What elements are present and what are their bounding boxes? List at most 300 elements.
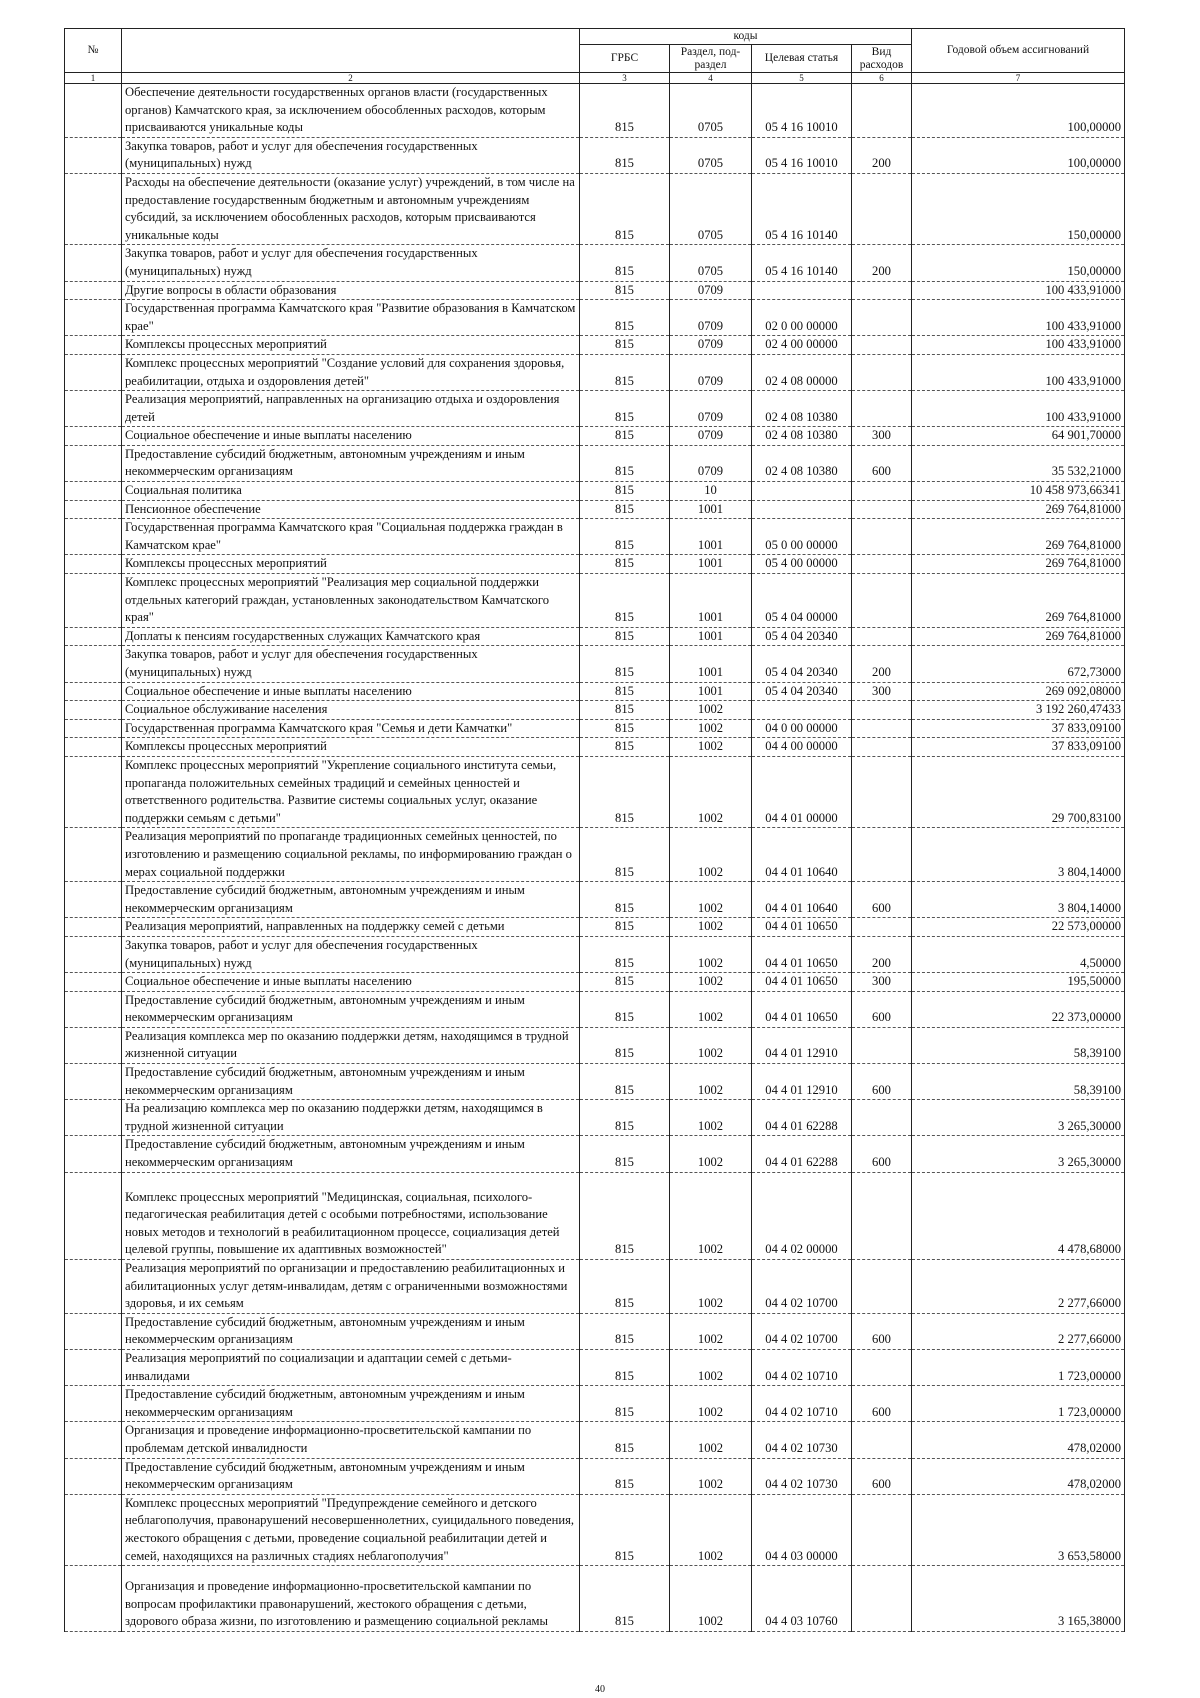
row-name-cell: Комплекс процессных мероприятий "Создание условий для сохранения здоровья, реабилитации, отдыха и оздоровления детей": [122, 354, 580, 390]
row-name-cell: Социальное обеспечение и иные выплаты населению: [122, 682, 580, 701]
row-cel-cell: 04 0 00 00000: [752, 719, 852, 738]
row-name-cell: Организация и проведение информационно-просветительской кампании по вопросам профилактики правонарушений, жестокого обращения с детьми, здорового образа жизни, по изготовлению и размещению социальной рекламы: [122, 1566, 580, 1632]
row-vid-cell: [852, 1100, 912, 1136]
row-cel-cell: 04 4 01 10640: [752, 828, 852, 882]
row-name-cell: Комплексы процессных мероприятий: [122, 336, 580, 355]
row-number-cell: [65, 738, 122, 757]
row-vid-cell: [852, 701, 912, 720]
row-name-cell: Закупка товаров, работ и услуг для обеспечения государственных (муниципальных) нужд: [122, 137, 580, 173]
row-name-cell: Закупка товаров, работ и услуг для обеспечения государственных (муниципальных) нужд: [122, 646, 580, 682]
row-razdel-cell: 1002: [670, 1422, 752, 1458]
row-grbs-cell: 815: [580, 701, 670, 720]
row-grbs-cell: 815: [580, 1494, 670, 1565]
row-grbs-cell: 815: [580, 1566, 670, 1632]
table-row: [65, 1386, 1125, 1422]
row-razdel-cell: 1002: [670, 719, 752, 738]
row-vid-cell: [852, 84, 912, 138]
row-razdel-cell: 1001: [670, 500, 752, 519]
row-vid-cell: [852, 828, 912, 882]
row-cel-cell: 04 4 00 00000: [752, 738, 852, 757]
row-amount-cell: 100 433,91000: [912, 336, 1125, 355]
row-amount-cell: 58,39100: [912, 1027, 1125, 1063]
table-row: [65, 427, 1125, 446]
table-row: [65, 1136, 1125, 1172]
row-razdel-cell: 0705: [670, 84, 752, 138]
row-vid-cell: [852, 1172, 912, 1259]
row-grbs-cell: 815: [580, 1136, 670, 1172]
row-amount-cell: 1 723,00000: [912, 1349, 1125, 1385]
row-amount-cell: 4 478,68000: [912, 1172, 1125, 1259]
row-vid-cell: 200: [852, 137, 912, 173]
row-cel-cell: 05 4 04 20340: [752, 627, 852, 646]
row-number-cell: [65, 918, 122, 937]
row-razdel-cell: 0709: [670, 427, 752, 446]
row-number-cell: [65, 682, 122, 701]
table-row: [65, 719, 1125, 738]
row-razdel-cell: 1002: [670, 1100, 752, 1136]
table-row: [65, 882, 1125, 918]
row-cel-cell: 04 4 01 10650: [752, 973, 852, 992]
table-row: [65, 627, 1125, 646]
row-amount-cell: 150,00000: [912, 245, 1125, 281]
header-vid: Вид расходов: [852, 45, 912, 73]
row-grbs-cell: 815: [580, 555, 670, 574]
row-vid-cell: 600: [852, 1136, 912, 1172]
table-row: [65, 1027, 1125, 1063]
row-amount-cell: 3 192 260,47433: [912, 701, 1125, 720]
row-name-cell: Другие вопросы в области образования: [122, 281, 580, 300]
table-body: [65, 84, 1125, 1632]
row-grbs-cell: 815: [580, 1027, 670, 1063]
row-number-cell: [65, 336, 122, 355]
table-row: [65, 574, 1125, 628]
row-cel-cell: 05 4 04 20340: [752, 646, 852, 682]
row-grbs-cell: 815: [580, 1386, 670, 1422]
row-cel-cell: 05 4 04 00000: [752, 574, 852, 628]
row-razdel-cell: 1002: [670, 936, 752, 972]
row-cel-cell: 05 4 16 10140: [752, 245, 852, 281]
row-cel-cell: 04 4 01 10650: [752, 936, 852, 972]
row-name-cell: Предоставление субсидий бюджетным, автономным учреждениям и иным некоммерческим организациям: [122, 882, 580, 918]
row-razdel-cell: 0705: [670, 137, 752, 173]
row-cel-cell: 04 4 01 12910: [752, 1027, 852, 1063]
row-name-cell: Предоставление субсидий бюджетным, автономным учреждениям и иным некоммерческим организациям: [122, 1458, 580, 1494]
row-name-cell: Реализация мероприятий по пропаганде традиционных семейных ценностей, по изготовлению и размещению социальной рекламы, по информированию граждан о мерах социальной поддержки: [122, 828, 580, 882]
row-cel-cell: 02 4 08 10380: [752, 391, 852, 427]
row-grbs-cell: 815: [580, 500, 670, 519]
table-row: [65, 1172, 1125, 1259]
row-amount-cell: 100 433,91000: [912, 391, 1125, 427]
row-number-cell: [65, 973, 122, 992]
row-vid-cell: [852, 336, 912, 355]
header-razdel: Раздел, под-раздел: [670, 45, 752, 73]
row-vid-cell: [852, 918, 912, 937]
budget-document: [64, 28, 1124, 1632]
row-amount-cell: 58,39100: [912, 1064, 1125, 1100]
row-name-cell: Предоставление субсидий бюджетным, автономным учреждениям и иным некоммерческим организациям: [122, 445, 580, 481]
row-razdel-cell: 0709: [670, 300, 752, 336]
row-name-cell: Комплекс процессных мероприятий "Укрепление социального института семьи, пропаганда положительных семейных традиций и семейных ценностей и ответственного родительства. Развитие системы социальных услуг, оказание поддержки семьям с детьми": [122, 756, 580, 827]
row-amount-cell: 100 433,91000: [912, 281, 1125, 300]
row-vid-cell: [852, 756, 912, 827]
row-vid-cell: 200: [852, 936, 912, 972]
table-row: [65, 391, 1125, 427]
row-grbs-cell: 815: [580, 882, 670, 918]
row-cel-cell: [752, 500, 852, 519]
row-amount-cell: 22 373,00000: [912, 991, 1125, 1027]
row-amount-cell: 269 764,81000: [912, 555, 1125, 574]
row-vid-cell: [852, 574, 912, 628]
table-row: [65, 936, 1125, 972]
row-name-cell: Расходы на обеспечение деятельности (оказание услуг) учреждений, в том числе на предоставление государственным бюджетным и автономным учреждениям субсидий, за исключением обособленных расходов, которым присваиваются уникальные коды: [122, 173, 580, 244]
row-name-cell: Пенсионное обеспечение: [122, 500, 580, 519]
row-name-cell: На реализацию комплекса мер по оказанию поддержки детям, находящимся в трудной жизненной ситуации: [122, 1100, 580, 1136]
row-number-cell: [65, 445, 122, 481]
table-row: [65, 281, 1125, 300]
row-vid-cell: [852, 627, 912, 646]
row-grbs-cell: 815: [580, 1422, 670, 1458]
row-cel-cell: [752, 482, 852, 501]
row-cel-cell: 02 4 08 10380: [752, 427, 852, 446]
row-razdel-cell: 10: [670, 482, 752, 501]
row-vid-cell: 600: [852, 1313, 912, 1349]
row-name-cell: Комплексы процессных мероприятий: [122, 555, 580, 574]
row-cel-cell: 04 4 01 10650: [752, 991, 852, 1027]
row-cel-cell: 04 4 02 10710: [752, 1386, 852, 1422]
row-number-cell: [65, 1349, 122, 1385]
row-vid-cell: [852, 519, 912, 555]
row-number-cell: [65, 84, 122, 138]
row-vid-cell: [852, 500, 912, 519]
row-amount-cell: 1 723,00000: [912, 1386, 1125, 1422]
row-name-cell: Государственная программа Камчатского края "Социальная поддержка граждан в Камчатском крае": [122, 519, 580, 555]
row-vid-cell: 200: [852, 245, 912, 281]
row-number-cell: [65, 756, 122, 827]
budget-table: [64, 28, 1125, 1632]
row-number-cell: [65, 719, 122, 738]
row-number-cell: [65, 882, 122, 918]
row-name-cell: Комплексы процессных мероприятий: [122, 738, 580, 757]
row-razdel-cell: 0705: [670, 245, 752, 281]
row-amount-cell: 100,00000: [912, 84, 1125, 138]
row-razdel-cell: 1002: [670, 1313, 752, 1349]
row-grbs-cell: 815: [580, 1172, 670, 1259]
row-grbs-cell: 815: [580, 682, 670, 701]
row-razdel-cell: 0709: [670, 281, 752, 300]
row-amount-cell: 37 833,09100: [912, 738, 1125, 757]
row-cel-cell: 05 4 00 00000: [752, 555, 852, 574]
row-razdel-cell: 1002: [670, 1064, 752, 1100]
header-grbs: ГРБС: [580, 45, 670, 73]
row-cel-cell: 04 4 02 10710: [752, 1349, 852, 1385]
table-row: [65, 336, 1125, 355]
row-grbs-cell: 815: [580, 646, 670, 682]
table-row: [65, 245, 1125, 281]
row-cel-cell: 04 4 02 10730: [752, 1422, 852, 1458]
row-amount-cell: 2 277,66000: [912, 1260, 1125, 1314]
row-vid-cell: [852, 1494, 912, 1565]
row-amount-cell: 3 265,30000: [912, 1136, 1125, 1172]
row-name-cell: Реализация мероприятий по организации и предоставлению реабилитационных и абилитационных услуг детям-инвалидам, детям с ограниченными возможностями здоровья, и их семьям: [122, 1260, 580, 1314]
row-number-cell: [65, 500, 122, 519]
row-number-cell: [65, 1172, 122, 1259]
row-amount-cell: 22 573,00000: [912, 918, 1125, 937]
table-row: [65, 1458, 1125, 1494]
table-row: [65, 482, 1125, 501]
column-number: 6: [852, 73, 912, 84]
row-grbs-cell: 815: [580, 738, 670, 757]
row-name-cell: Реализация мероприятий, направленных на поддержку семей с детьми: [122, 918, 580, 937]
row-razdel-cell: 1001: [670, 682, 752, 701]
row-number-cell: [65, 482, 122, 501]
row-grbs-cell: 815: [580, 1064, 670, 1100]
row-number-cell: [65, 391, 122, 427]
table-row: [65, 701, 1125, 720]
row-amount-cell: 10 458 973,66341: [912, 482, 1125, 501]
row-razdel-cell: 0709: [670, 445, 752, 481]
column-number: 7: [912, 73, 1125, 84]
row-name-cell: Социальное обеспечение и иные выплаты населению: [122, 427, 580, 446]
row-name-cell: Комплекс процессных мероприятий "Реализация мер социальной поддержки отдельных категорий граждан, установленных законодательством Камчатского края": [122, 574, 580, 628]
table-row: [65, 1100, 1125, 1136]
row-razdel-cell: 1002: [670, 1566, 752, 1632]
row-cel-cell: 04 4 01 10640: [752, 882, 852, 918]
row-grbs-cell: 815: [580, 1313, 670, 1349]
row-amount-cell: 64 901,70000: [912, 427, 1125, 446]
row-razdel-cell: 1002: [670, 918, 752, 937]
row-name-cell: Реализация мероприятий, направленных на организацию отдыха и оздоровления детей: [122, 391, 580, 427]
row-amount-cell: 3 165,38000: [912, 1566, 1125, 1632]
row-cel-cell: 04 4 01 10650: [752, 918, 852, 937]
column-number: 1: [65, 73, 122, 84]
row-vid-cell: [852, 719, 912, 738]
table-row: [65, 555, 1125, 574]
row-grbs-cell: 815: [580, 354, 670, 390]
column-number: 3: [580, 73, 670, 84]
row-cel-cell: 05 4 16 10010: [752, 137, 852, 173]
row-amount-cell: 195,50000: [912, 973, 1125, 992]
table-row: [65, 918, 1125, 937]
row-grbs-cell: 815: [580, 973, 670, 992]
row-vid-cell: [852, 1422, 912, 1458]
row-name-cell: Доплаты к пенсиям государственных служащих Камчатского края: [122, 627, 580, 646]
row-amount-cell: 269 764,81000: [912, 500, 1125, 519]
row-amount-cell: 150,00000: [912, 173, 1125, 244]
page-number: 40: [595, 1684, 605, 1695]
table-row: [65, 1349, 1125, 1385]
header-name: [122, 29, 580, 73]
table-row: [65, 300, 1125, 336]
row-number-cell: [65, 137, 122, 173]
header-cel: Целевая статья: [752, 45, 852, 73]
row-cel-cell: 04 4 01 62288: [752, 1100, 852, 1136]
row-amount-cell: 672,73000: [912, 646, 1125, 682]
row-razdel-cell: 1001: [670, 574, 752, 628]
row-grbs-cell: 815: [580, 991, 670, 1027]
row-number-cell: [65, 1064, 122, 1100]
row-cel-cell: 05 4 16 10010: [752, 84, 852, 138]
table-row: [65, 1494, 1125, 1565]
row-grbs-cell: 815: [580, 1260, 670, 1314]
row-grbs-cell: 815: [580, 936, 670, 972]
row-grbs-cell: 815: [580, 1349, 670, 1385]
row-vid-cell: [852, 1566, 912, 1632]
row-razdel-cell: 1002: [670, 1260, 752, 1314]
row-name-cell: Социальная политика: [122, 482, 580, 501]
table-row: [65, 1422, 1125, 1458]
row-number-cell: [65, 1260, 122, 1314]
row-name-cell: Предоставление субсидий бюджетным, автономным учреждениям и иным некоммерческим организациям: [122, 1064, 580, 1100]
row-name-cell: Предоставление субсидий бюджетным, автономным учреждениям и иным некоммерческим организациям: [122, 1136, 580, 1172]
table-row: [65, 137, 1125, 173]
row-grbs-cell: 815: [580, 445, 670, 481]
row-name-cell: Социальное обеспечение и иные выплаты населению: [122, 973, 580, 992]
row-number-cell: [65, 1100, 122, 1136]
table-row: [65, 354, 1125, 390]
row-number-cell: [65, 555, 122, 574]
table-row: [65, 682, 1125, 701]
row-grbs-cell: 815: [580, 918, 670, 937]
row-name-cell: Реализация комплекса мер по оказанию поддержки детям, находящимся в трудной жизненной ситуации: [122, 1027, 580, 1063]
row-cel-cell: 05 4 04 20340: [752, 682, 852, 701]
row-razdel-cell: 0709: [670, 336, 752, 355]
row-amount-cell: 100 433,91000: [912, 300, 1125, 336]
row-razdel-cell: 1002: [670, 828, 752, 882]
row-vid-cell: [852, 738, 912, 757]
row-razdel-cell: 1002: [670, 756, 752, 827]
row-number-cell: [65, 646, 122, 682]
row-number-cell: [65, 300, 122, 336]
row-number-cell: [65, 936, 122, 972]
row-cel-cell: 04 4 03 00000: [752, 1494, 852, 1565]
row-razdel-cell: 1002: [670, 1458, 752, 1494]
table-row: [65, 646, 1125, 682]
row-cel-cell: 04 4 01 12910: [752, 1064, 852, 1100]
row-number-cell: [65, 427, 122, 446]
row-grbs-cell: 815: [580, 719, 670, 738]
row-name-cell: Закупка товаров, работ и услуг для обеспечения государственных (муниципальных) нужд: [122, 936, 580, 972]
row-amount-cell: 269 764,81000: [912, 519, 1125, 555]
row-vid-cell: 600: [852, 882, 912, 918]
row-grbs-cell: 815: [580, 427, 670, 446]
row-amount-cell: 269 092,08000: [912, 682, 1125, 701]
row-razdel-cell: 0705: [670, 173, 752, 244]
row-cel-cell: 02 0 00 00000: [752, 300, 852, 336]
row-number-cell: [65, 245, 122, 281]
row-grbs-cell: 815: [580, 336, 670, 355]
row-name-cell: Обеспечение деятельности государственных органов власти (государственных органов) Камчатского края, за исключением обособленных расходов, которым присваиваются уникальные коды: [122, 84, 580, 138]
header-column-numbers: [65, 73, 1125, 84]
row-grbs-cell: 815: [580, 137, 670, 173]
row-amount-cell: 3 804,14000: [912, 882, 1125, 918]
table-row: [65, 1260, 1125, 1314]
header-amount: Годовой объем ассигнований: [912, 29, 1125, 73]
row-amount-cell: 3 653,58000: [912, 1494, 1125, 1565]
row-razdel-cell: 1002: [670, 1136, 752, 1172]
table-row: [65, 828, 1125, 882]
row-grbs-cell: 815: [580, 519, 670, 555]
row-vid-cell: 300: [852, 682, 912, 701]
row-vid-cell: 600: [852, 1458, 912, 1494]
table-row: [65, 1566, 1125, 1632]
row-amount-cell: 100 433,91000: [912, 354, 1125, 390]
row-razdel-cell: 1001: [670, 646, 752, 682]
row-name-cell: Предоставление субсидий бюджетным, автономным учреждениям и иным некоммерческим организациям: [122, 991, 580, 1027]
row-vid-cell: 300: [852, 973, 912, 992]
row-amount-cell: 269 764,81000: [912, 574, 1125, 628]
row-vid-cell: [852, 555, 912, 574]
row-razdel-cell: 1001: [670, 519, 752, 555]
row-cel-cell: 05 4 16 10140: [752, 173, 852, 244]
row-cel-cell: 04 4 03 10760: [752, 1566, 852, 1632]
row-number-cell: [65, 1313, 122, 1349]
row-cel-cell: 04 4 02 10700: [752, 1260, 852, 1314]
column-number: 2: [122, 73, 580, 84]
row-grbs-cell: 815: [580, 482, 670, 501]
row-cel-cell: 04 4 01 00000: [752, 756, 852, 827]
row-number-cell: [65, 1027, 122, 1063]
row-number-cell: [65, 1458, 122, 1494]
row-vid-cell: [852, 1260, 912, 1314]
row-number-cell: [65, 519, 122, 555]
table-row: [65, 756, 1125, 827]
row-name-cell: Комплекс процессных мероприятий "Медицинская, социальная, психолого-педагогическая реабилитация детей с особыми потребностями, использование новых методов и технологий в реабилитационном процессе, социализация детей целевой группы, повышение их адаптивных возможностей": [122, 1172, 580, 1259]
table-header: [65, 29, 1125, 84]
row-vid-cell: 600: [852, 445, 912, 481]
row-cel-cell: [752, 701, 852, 720]
table-row: [65, 1313, 1125, 1349]
row-name-cell: Государственная программа Камчатского края "Развитие образования в Камчатском крае": [122, 300, 580, 336]
row-grbs-cell: 815: [580, 391, 670, 427]
row-name-cell: Закупка товаров, работ и услуг для обеспечения государственных (муниципальных) нужд: [122, 245, 580, 281]
row-amount-cell: 2 277,66000: [912, 1313, 1125, 1349]
row-grbs-cell: 815: [580, 173, 670, 244]
row-amount-cell: 3 265,30000: [912, 1100, 1125, 1136]
row-razdel-cell: 1002: [670, 991, 752, 1027]
table-row: [65, 500, 1125, 519]
row-cel-cell: 02 4 00 00000: [752, 336, 852, 355]
table-row: [65, 84, 1125, 138]
row-cel-cell: 04 4 02 10700: [752, 1313, 852, 1349]
row-razdel-cell: 1002: [670, 1172, 752, 1259]
row-amount-cell: 478,02000: [912, 1422, 1125, 1458]
row-razdel-cell: 1002: [670, 973, 752, 992]
row-razdel-cell: 0709: [670, 391, 752, 427]
row-amount-cell: 100,00000: [912, 137, 1125, 173]
row-number-cell: [65, 1494, 122, 1565]
row-number-cell: [65, 627, 122, 646]
row-grbs-cell: 815: [580, 1458, 670, 1494]
row-grbs-cell: 815: [580, 756, 670, 827]
row-amount-cell: 37 833,09100: [912, 719, 1125, 738]
row-vid-cell: [852, 482, 912, 501]
row-vid-cell: [852, 354, 912, 390]
row-razdel-cell: 1001: [670, 555, 752, 574]
row-number-cell: [65, 701, 122, 720]
row-vid-cell: 600: [852, 1386, 912, 1422]
row-number-cell: [65, 1566, 122, 1632]
row-vid-cell: 200: [852, 646, 912, 682]
table-row: [65, 973, 1125, 992]
row-cel-cell: 02 4 08 10380: [752, 445, 852, 481]
row-name-cell: Социальное обслуживание населения: [122, 701, 580, 720]
row-cel-cell: 04 4 02 10730: [752, 1458, 852, 1494]
row-name-cell: Реализация мероприятий по социализации и адаптации семей с детьми-инвалидами: [122, 1349, 580, 1385]
table-row: [65, 991, 1125, 1027]
row-number-cell: [65, 1136, 122, 1172]
row-name-cell: Комплекс процессных мероприятий "Предупреждение семейного и детского неблагополучия, правонарушений несовершеннолетних, суицидального поведения, жестокого обращения с детьми, проведение социальной реабилитации детей и семей, находящихся на различных стадиях неблагополучия": [122, 1494, 580, 1565]
row-razdel-cell: 1002: [670, 1494, 752, 1565]
